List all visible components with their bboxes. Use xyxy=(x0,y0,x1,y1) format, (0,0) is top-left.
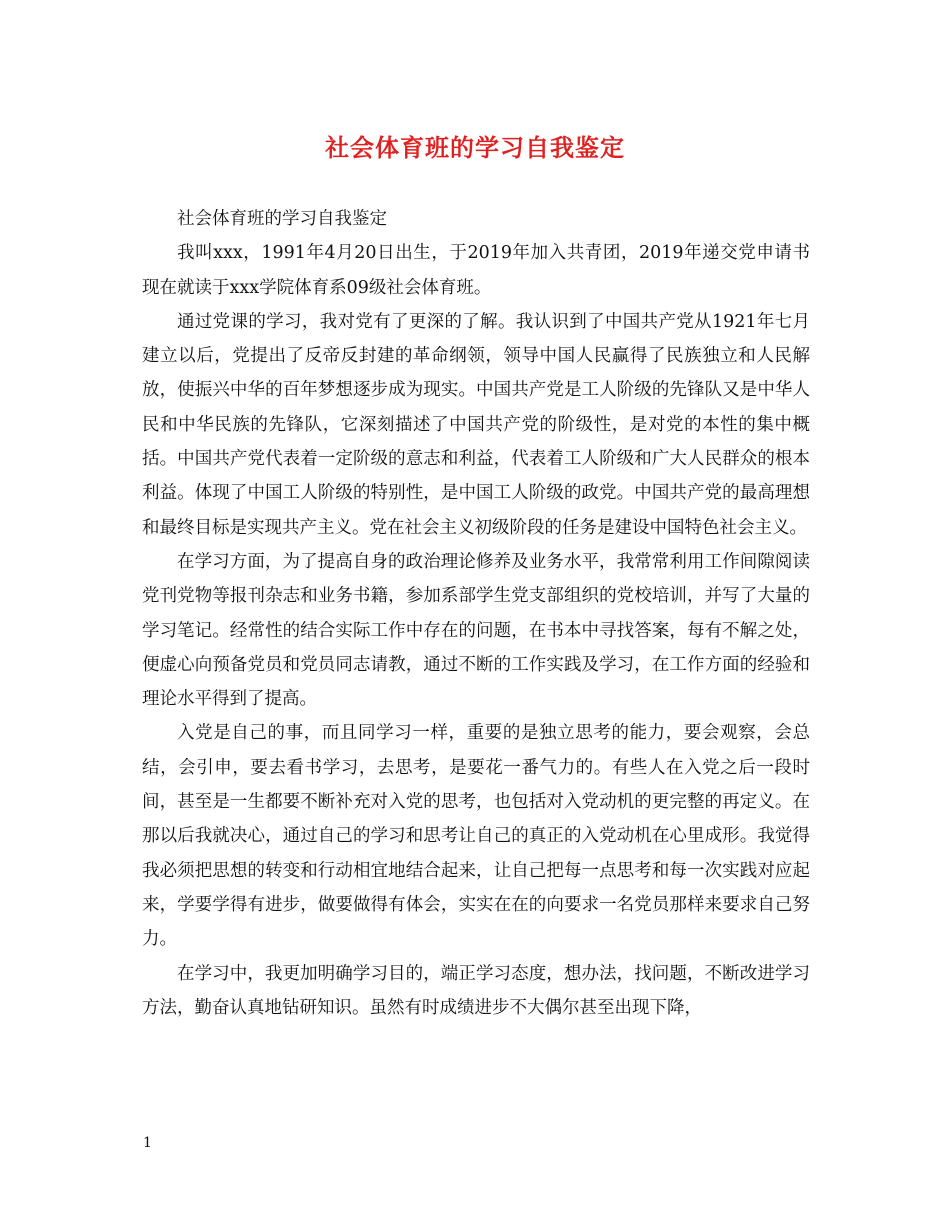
paragraph-study: 在学习方面，为了提高自身的政治理论修养及业务水平，我常常利用工作间隙阅读党刊党物等报刊杂志和业务书籍，参加系部学生党支部组织的党校培训，并写了大量的学习笔记。经常性的结合实际工作中存在的问题，在书本中寻找答案，每有不解之处，便虚心向预备党员和党员同志请教，通过不断的工作实践及学习，在工作方面的经验和理论水平得到了提高。 xyxy=(142,551,810,710)
document-title: 社会体育班的学习自我鉴定 xyxy=(325,133,625,162)
paragraph-intro: 我叫xxx，1991年4月20日出生，于2019年加入共青团，2019年递交党申请书现在就读于xxx学院体育系09级社会体育班。 xyxy=(142,243,810,298)
document-body xyxy=(142,202,810,1025)
paragraph-joining-party: 入党是自己的事，而且同学习一样，重要的是独立思考的能力，要会观察，会总结，会引申，要去看书学习，去思考，是要花一番气力的。有些人在入党之后一段时间，甚至是一生都要不断补充对入党的思考，也包括对入党动机的更完整的再定义。在那以后我就决心，通过自己的学习和思考让自己的真正的入党动机在心里成形。我觉得我必须把思想的转变和行动相宜地结合起来，让自己把每一点思考和每一次实践对应起来，学要学得有进步，做要做得有体会，实实在在的向要求一名党员那样来要求自己努力。 xyxy=(142,723,810,950)
paragraph-subtitle: 社会体育班的学习自我鉴定 xyxy=(177,209,387,229)
paragraph-learning: 在学习中，我更加明确学习目的，端正学习态度，想办法，找问题，不断改进学习方法，勤奋认真地钻研知识。虽然有时成绩进步不大偶尔甚至出现下降， xyxy=(142,963,810,1018)
page-number: 1 xyxy=(143,1135,152,1151)
paragraph-party-course: 通过党课的学习，我对党有了更深的了解。我认识到了中国共产党从1921年七月建立以后，党提出了反帝反封建的革命纲领，领导中国人民赢得了民族独立和人民解放，使振兴中华的百年梦想逐步成为现实。中国共产党是工人阶级的先锋队又是中华人民和中华民族的先锋队，它深刻描述了中国共产党的阶级性，是对党的本性的集中概括。中国共产党代表着一定阶级的意志和利益，代表着工人阶级和广大人民群众的根本利益。体现了中国工人阶级的特别性，是中国工人阶级的政党。中国共产党的最高理想和最终目标是实现共产主义。党在社会主义初级阶段的任务是建设中国特色社会主义。 xyxy=(142,311,810,538)
